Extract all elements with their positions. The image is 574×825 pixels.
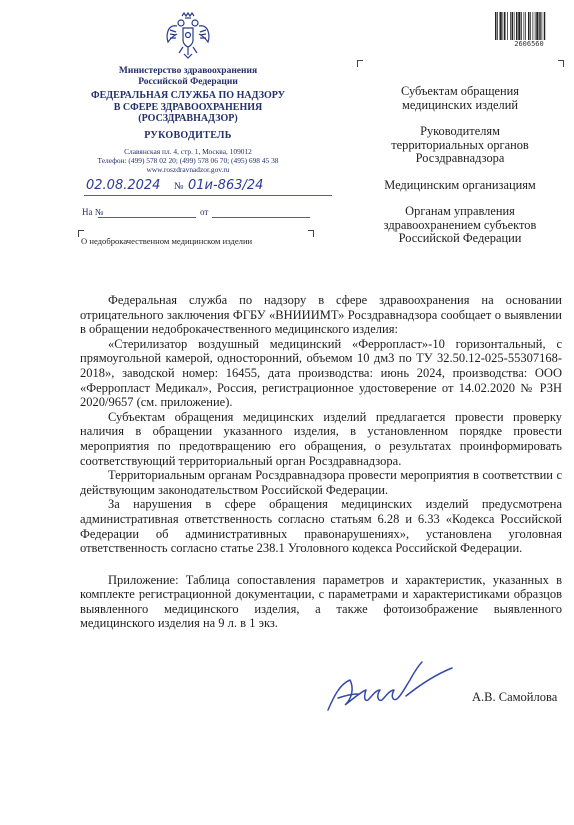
registration-date: 02.08.2024: [86, 178, 161, 193]
recipient-group: [356, 125, 564, 166]
service-line: ФЕДЕРАЛЬНАЯ СЛУЖБА ПО НАДЗОРУ: [91, 90, 285, 101]
corner-bracket-left: [357, 60, 363, 67]
registration-line: [84, 178, 334, 200]
reference-number-blank: [98, 217, 196, 218]
recipient-group: [356, 85, 564, 112]
recipients-block: [356, 85, 564, 259]
service-line: В СФЕРЕ ЗДРАВООХРАНЕНИЯ: [113, 101, 263, 113]
barcode-icon: [494, 12, 564, 40]
registration-underline: [84, 195, 332, 196]
body-paragraph: Субъектам обращения медицинских изделий предлагается провести проверку наличия в обращении указанного изделия, в установленном порядке провести мероприятия по предотвращению его обращения, о результатах проинформировать соответствующий территориальный орган Росздравнадзора.: [80, 409, 562, 468]
ministry-line: Российской Федерации: [138, 77, 238, 87]
reference-date-label: от: [200, 207, 209, 217]
registration-number: 01и-863/24: [188, 178, 264, 193]
recipient-line: Органам управления: [405, 204, 515, 218]
state-emblem-icon: [163, 10, 213, 62]
recipient-group: [356, 205, 564, 246]
body-paragraph: Территориальным органам Росздравнадзора провести мероприятия в соответствии с действующим законодательством Российской Федерации.: [80, 468, 562, 497]
body-paragraph: За нарушения в сфере обращения медицинских изделий предусмотрена административная ответственность согласно статьям 6.28 и 6.33 «Кодекса Российской Федерации об административных правонарушениях», установлена уголовная ответственность согласно статье 238.1 Уголовного кодекса Российской Федерации.: [80, 497, 562, 556]
signer-name: А.В. Самойлова: [472, 690, 558, 704]
reference-date-blank: [212, 217, 310, 218]
service-name: [70, 90, 306, 125]
address-block-corners: [357, 60, 564, 74]
ministry-name: [80, 66, 296, 88]
recipient-group: [356, 179, 564, 193]
recipient-line: Медицинским организациям: [384, 177, 536, 192]
recipient-line: Российской Федерации: [398, 231, 522, 245]
recipient-line: здравоохранением субъектов: [383, 217, 537, 232]
website-line: www.roszdravnadzor.gov.ru: [146, 165, 230, 174]
reference-line: [82, 207, 312, 221]
recipient-line: Руководителям: [420, 124, 500, 138]
corner-bracket-right: [558, 60, 564, 67]
service-line: (РОСЗДРАВНАДЗОР): [138, 113, 238, 124]
position-title: РУКОВОДИТЕЛЬ: [144, 130, 232, 141]
corner-bracket-right: [308, 230, 314, 237]
recipient-line: Субъектам обращения: [401, 84, 519, 98]
attachment-paragraph: Приложение: Таблица сопоставления параметров и характеристик, указанных в комплекте регистрационной документации, с параметрами и характеристиками образцов выявленного медицинского изделия, а также фотоизображение выявленного медицинского изделия на 9 л. в 1 экз.: [80, 572, 562, 631]
recipient-line: медицинских изделий: [402, 97, 518, 112]
barcode-number: 2606560: [514, 40, 544, 48]
contact-address: [70, 147, 306, 174]
reference-number-label: На №: [82, 207, 104, 217]
body-paragraph: Федеральная служба по надзору в сфере здравоохранения на основании отрицательного заключения ФГБУ «ВНИИИМТ» Росздравнадзора сообщает о выявлении в обращении недоброкачественного медицинского изделия:: [80, 293, 562, 337]
address-line: Славянская пл. 4, стр. 1, Москва, 109012: [124, 147, 252, 156]
ministry-line: Министерство здравоохранения: [118, 66, 258, 76]
subject-line: [78, 230, 314, 248]
letter-body: [80, 293, 562, 631]
number-sign: №: [174, 181, 184, 192]
phone-line: Телефон: (499) 578 02 20; (499) 578 06 70; (495) 698 45 38: [97, 156, 279, 165]
body-paragraph: «Стерилизатор воздушный медицинский «Ферропласт»-10 горизонтальный, с прямоугольной камерой, односторонний, объемом 10 дм3 по ТУ 32.50.12-025-55307168-2018», заводской номер: 16455, дата производства: июнь 2024, производства: ООО «Ферропласт Медикал», Россия, регистрационное удостоверение от 14.02.2020 № РЗН 2020/9657 (см. приложение).: [80, 336, 562, 410]
recipient-line: Росздравнадзора: [415, 151, 505, 165]
handwritten-signature: [320, 658, 460, 718]
subject-text: О недоброкачественном медицинском изделии: [81, 236, 253, 246]
recipient-line: территориальных органов: [391, 137, 529, 152]
